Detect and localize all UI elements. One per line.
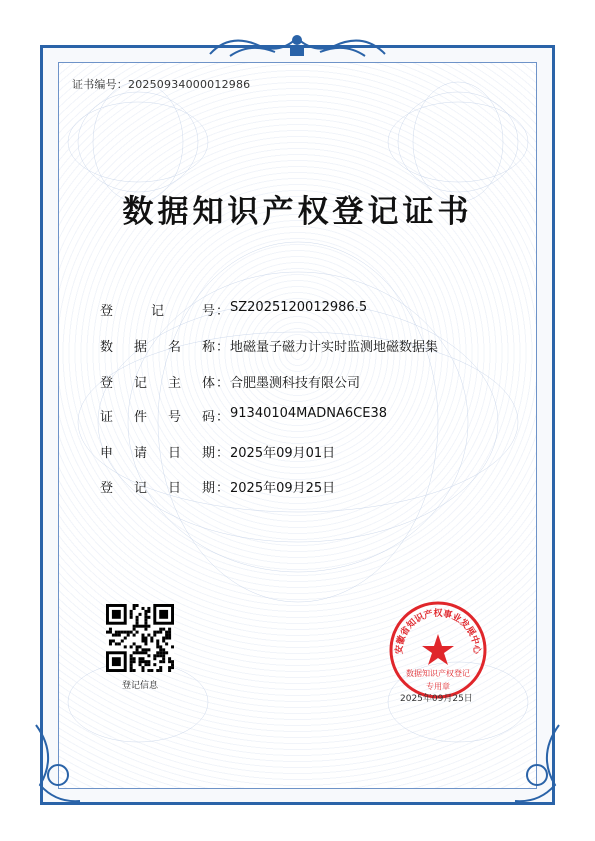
qr-code[interactable] [106,604,174,672]
qr-label: 登记信息 [121,681,158,691]
field-label: 数 据 名 称 [100,340,215,355]
field-colon: ： [216,446,230,461]
seal-ring-text: 安徽省知识产权事业发展中心 [394,609,482,655]
bottom-right-ornament [507,715,567,815]
field-label: 登 记 日 期 [100,481,215,496]
field-colon: ： [216,340,230,355]
certificate-number-label: 证书编号： [72,78,128,91]
official-seal [388,600,488,700]
field-value: 91340104MADNA6CE38 [230,406,388,421]
field-label: 登 记 号 [100,304,215,319]
field-value: 合肥墨测科技有限公司 [230,376,361,391]
field-value: 2025年09月25日 [230,481,336,496]
field-label: 申 请 日 期 [100,446,215,461]
certificate-number [72,76,250,92]
field-value: 2025年09月01日 [230,446,336,461]
top-ornament [200,28,395,64]
field-colon: ： [216,410,230,425]
field-colon: ： [216,481,230,496]
bottom-left-ornament [28,715,88,815]
field-label: 登 记 主 体 [100,376,215,391]
field-label: 证 件 号 码 [100,410,215,425]
seal-center-text: 数据知识产权登记 [406,669,470,678]
certificate-number-value: 20250934000012986 [128,78,251,91]
star-icon [422,634,454,665]
field-value: SZ2025120012986.5 [230,300,368,315]
field-colon: ： [216,304,230,319]
field-colon: ： [216,376,230,391]
page-title: 数据知识产权登记证书 [122,194,473,230]
field-value: 地磁量子磁力计实时监测地磁数据集 [230,340,439,355]
issue-date: 2025年09月25日 [400,694,473,704]
seal-bottom-text: 专用章 [426,682,450,691]
